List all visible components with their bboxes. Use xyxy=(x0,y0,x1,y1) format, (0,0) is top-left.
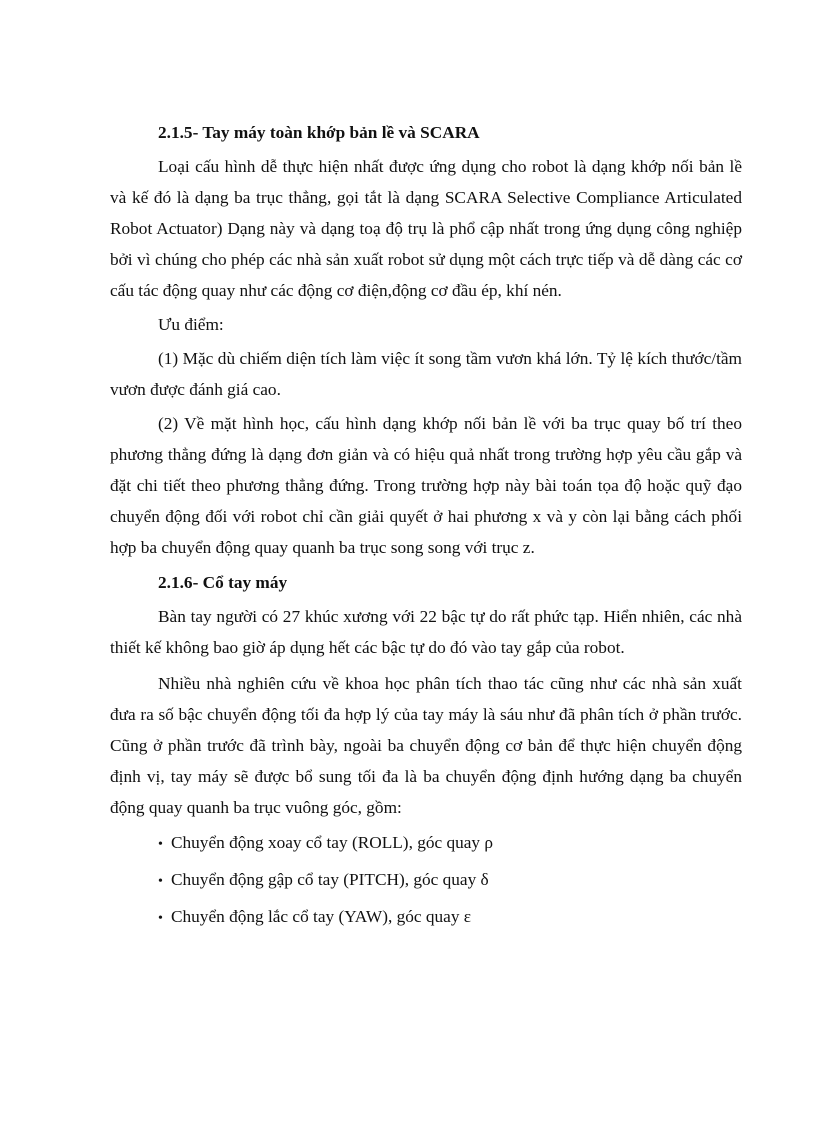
advantage-item-1: (1) Mặc dù chiếm diện tích làm việc ít song tầm vươn khá lớn. Tỷ lệ kích thước/tầm vươn được đánh giá cao. xyxy=(110,349,742,399)
page-content xyxy=(110,118,742,934)
section-heading-2-1-6: 2.1.6- Cổ tay máy xyxy=(158,573,288,592)
bullet-icon: • xyxy=(158,837,163,852)
paragraph-wrist-motions: Nhiều nhà nghiên cứu về khoa học phân tích thao tác cũng như các nhà sản xuất đưa ra số bậc chuyển động tối đa hợp lý của tay máy là sáu như đã phân tích ở phần trước. Cũng ở phần trước đã trình bày, ngoài ba chuyển động cơ bản để thực hiện chuyển động định vị, tay máy sẽ được bổ sung tối đa là ba chuyển động định hướng dạng ba chuyển động quay quanh ba trục vuông góc, gồm: xyxy=(110,674,742,817)
section-heading-2-1-5: 2.1.5- Tay máy toàn khớp bản lề và SCARA xyxy=(158,123,480,142)
wrist-motion-list xyxy=(110,827,742,934)
list-item-text: Chuyển động gập cổ tay (PITCH), góc quay δ xyxy=(171,870,489,889)
list-item-pitch xyxy=(110,864,742,897)
bullet-icon: • xyxy=(158,911,163,926)
list-item-yaw xyxy=(110,901,742,934)
paragraph-human-hand: Bàn tay người có 27 khúc xương với 22 bậc tự do rất phức tạp. Hiển nhiên, các nhà thiết kế không bao giờ áp dụng hết các bậc tự do đó vào tay gắp của robot. xyxy=(110,607,742,657)
list-item-text: Chuyển động xoay cổ tay (ROLL), góc quay ρ xyxy=(171,833,494,852)
list-item-roll xyxy=(110,827,742,860)
advantage-item-2: (2) Về mặt hình học, cấu hình dạng khớp nối bản lề với ba trục quay bố trí theo phương thẳng đứng là dạng đơn giản và có hiệu quả nhất trong trường hợp yêu cầu gắp và đặt chi tiết theo phương thẳng đứng. Trong trường hợp này bài toán tọa độ hoặc quỹ đạo chuyển động đối với robot chỉ cần giải quyết ở hai phương x và y còn lại bằng cách phối hợp ba chuyển động quay quanh ba trục song song với trục z. xyxy=(110,414,742,557)
list-item-text: Chuyển động lắc cổ tay (YAW), góc quay ε xyxy=(171,907,472,926)
bullet-icon: • xyxy=(158,874,163,889)
advantages-label: Ưu điểm: xyxy=(158,315,224,334)
paragraph-scara-intro: Loại cấu hình dễ thực hiện nhất được ứng dụng cho robot là dạng khớp nối bản lề và kế đó là dạng ba trục thẳng, gọi tắt là dạng SCARA Selective Compliance Articulated Robot Actuator) Dạng này và dạng toạ độ trụ là phổ cập nhất trong ứng dụng công nghiệp bởi vì chúng cho phép các nhà sản xuất robot sử dụng một cách trực tiếp và dễ dàng các cơ cấu tác động quay như các động cơ điện,động cơ đầu ép, khí nén. xyxy=(110,157,742,300)
